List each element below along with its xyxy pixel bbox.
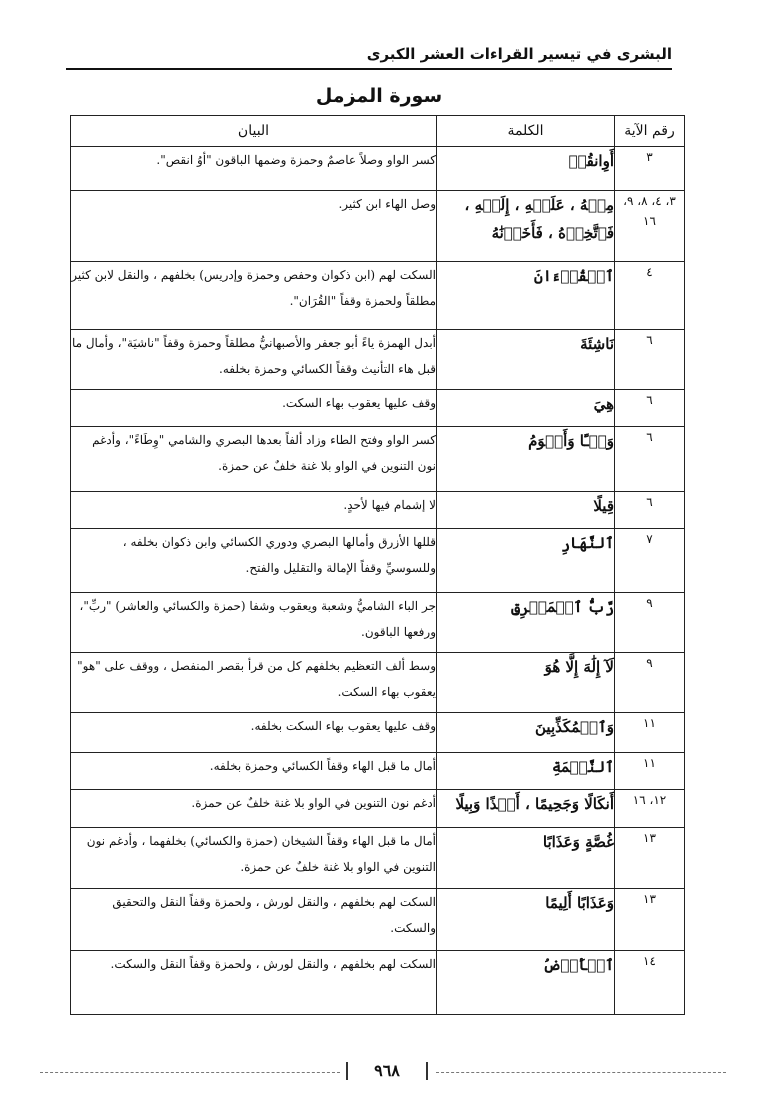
explanation-cell: السكت لهم (ابن ذكوان وحفص وحمزة وإدريس) بخلفهم ، والنقل لابن كثير مطلقاً ولحمزة وقفاً "القُرَان". bbox=[71, 262, 437, 330]
column-header-verse-number: رقم الآية bbox=[615, 116, 685, 147]
explanation-cell: السكت لهم بخلفهم ، والنقل لورش ، ولحمزة وقفاً النقل والتحقيق والسكت. bbox=[71, 889, 437, 951]
word-cell: هِيَ bbox=[437, 390, 615, 427]
column-header-explanation: البيان bbox=[71, 116, 437, 147]
table-row bbox=[71, 593, 685, 653]
verse-number-cell: ١١ bbox=[615, 713, 685, 753]
surah-title: سورة المزمل bbox=[315, 85, 443, 107]
verse-number-cell: ٦ bbox=[615, 492, 685, 529]
word-cell: أَوِانقُصۡ bbox=[437, 147, 615, 191]
word-cell: أَنكَالًا وَجَحِيمًا ، أَخۡذًا وَبِيلًا bbox=[437, 790, 615, 828]
table-row bbox=[71, 951, 685, 1015]
table-row bbox=[71, 529, 685, 593]
explanation-cell: أمال ما قبل الهاء وقفاً الكسائي وحمزة بخلفه. bbox=[71, 753, 437, 790]
word-cell: وَعَذَابًا أَلِيمًا bbox=[437, 889, 615, 951]
word-cell: لَآ إِلَٰهَ إِلَّا هُوَ bbox=[437, 653, 615, 713]
explanation-cell: السكت لهم بخلفهم ، والنقل لورش ، ولحمزة وقفاً النقل والسكت. bbox=[71, 951, 437, 1015]
word-cell: وَطۡـًٔا وَأَقۡوَمُ bbox=[437, 427, 615, 492]
word-cell: ٱلۡأَرۡضُ bbox=[437, 951, 615, 1015]
table-row bbox=[71, 828, 685, 889]
book-title: البشرى في تيسير القراءات العشر الكبرى bbox=[366, 45, 672, 63]
verse-number-cell: ١٤ bbox=[615, 951, 685, 1015]
explanation-cell: أبدل الهمزة ياءً أبو جعفر والأصبهانيُّ مطلقاً وحمزة وقفاً "ناشيَة"، وأمال ما قبل هاء التأنيث وقفاً الكسائي وحمزة بخلفه. bbox=[71, 330, 437, 390]
table-row bbox=[71, 492, 685, 529]
table-row bbox=[71, 713, 685, 753]
table-row bbox=[71, 427, 685, 492]
footer-rule-right bbox=[436, 1072, 726, 1073]
verse-number-cell: ١٢، ١٦ bbox=[615, 790, 685, 828]
table-row bbox=[71, 390, 685, 427]
word-cell: غُصَّةٍ وَعَذَابًا bbox=[437, 828, 615, 889]
table-row bbox=[71, 790, 685, 828]
verse-number-cell: ١٣ bbox=[615, 828, 685, 889]
explanation-cell: جر الباء الشاميُّ وشعبة ويعقوب وشفا (حمزة والكسائي والعاشر) "ربِّ"، ورفعها الباقون. bbox=[71, 593, 437, 653]
word-cell: ٱلۡقُرۡءَانَ bbox=[437, 262, 615, 330]
word-cell: مِنۡهُ ، عَلَيۡهِ ، إِلَيۡهِ ، فَٱتَّخِذۡهُ ، فَأَخَذۡنَٰهُ bbox=[437, 191, 615, 262]
table-row bbox=[71, 889, 685, 951]
explanation-cell: وصل الهاء ابن كثير. bbox=[71, 191, 437, 262]
table-row bbox=[71, 147, 685, 191]
explanation-cell: كسر الواو وفتح الطاء وزاد ألفاً بعدها البصري والشامي "وِطَاءً"، وأدغم نون التنوين في الواو بلا غنة خلفٌ عن حمزة. bbox=[71, 427, 437, 492]
table-row bbox=[71, 653, 685, 713]
verse-number-cell: ٩ bbox=[615, 653, 685, 713]
explanation-cell: كسر الواو وصلاً عاصمٌ وحمزة وضمها الباقون "أوُ انقص". bbox=[71, 147, 437, 191]
verse-number-cell: ٤ bbox=[615, 262, 685, 330]
word-cell: ٱلنَّهَارِ bbox=[437, 529, 615, 593]
readings-table bbox=[70, 115, 685, 1015]
verse-number-cell: ٣، ٤، ٨، ٩، ١٦ bbox=[615, 191, 685, 262]
verse-number-cell: ١١ bbox=[615, 753, 685, 790]
column-header-word: الكلمة bbox=[437, 116, 615, 147]
table-header-row bbox=[71, 116, 685, 147]
running-header bbox=[66, 40, 672, 70]
table-row bbox=[71, 330, 685, 390]
table-row bbox=[71, 191, 685, 262]
explanation-cell: لا إشمام فيها لأحدٍ. bbox=[71, 492, 437, 529]
explanation-cell: وسط ألف التعظيم بخلفهم كل من قرأ بقصر المنفصل ، ووقف على "هو" يعقوب بهاء السكت. bbox=[71, 653, 437, 713]
table-row bbox=[71, 753, 685, 790]
word-cell: وَٱلۡمُكَذِّبِينَ bbox=[437, 713, 615, 753]
page-number: ٩٦٨ bbox=[342, 1058, 432, 1084]
explanation-cell: وقف عليها يعقوب بهاء السكت. bbox=[71, 390, 437, 427]
explanation-cell: أمال ما قبل الهاء وقفاً الشيخان (حمزة والكسائي) بخلفهما ، وأدغم نون التنوين في الواو بلا غنة خلفٌ عن حمزة. bbox=[71, 828, 437, 889]
verse-number-cell: ٦ bbox=[615, 390, 685, 427]
verse-number-cell: ٣ bbox=[615, 147, 685, 191]
footer-rule-left bbox=[40, 1072, 340, 1073]
explanation-cell: قللها الأزرق وأمالها البصري ودوري الكسائي وابن ذكوان بخلفه ، وللسوسيِّ وقفاً الإمالة والتقليل والفتح. bbox=[71, 529, 437, 593]
word-cell: نَاشِئَةَ bbox=[437, 330, 615, 390]
verse-number-cell: ٩ bbox=[615, 593, 685, 653]
verse-number-cell: ٦ bbox=[615, 330, 685, 390]
word-cell: قِيلًا bbox=[437, 492, 615, 529]
verse-number-cell: ١٣ bbox=[615, 889, 685, 951]
table-row bbox=[71, 262, 685, 330]
explanation-cell: وقف عليها يعقوب بهاء السكت بخلفه. bbox=[71, 713, 437, 753]
word-cell: ٱلنَّعۡمَةِ bbox=[437, 753, 615, 790]
verse-number-cell: ٧ bbox=[615, 529, 685, 593]
explanation-cell: أدغم نون التنوين في الواو بلا غنة خلفٌ عن حمزة. bbox=[71, 790, 437, 828]
word-cell: رَّبُّ ٱلۡمَشۡرِقِ bbox=[437, 593, 615, 653]
verse-number-cell: ٦ bbox=[615, 427, 685, 492]
